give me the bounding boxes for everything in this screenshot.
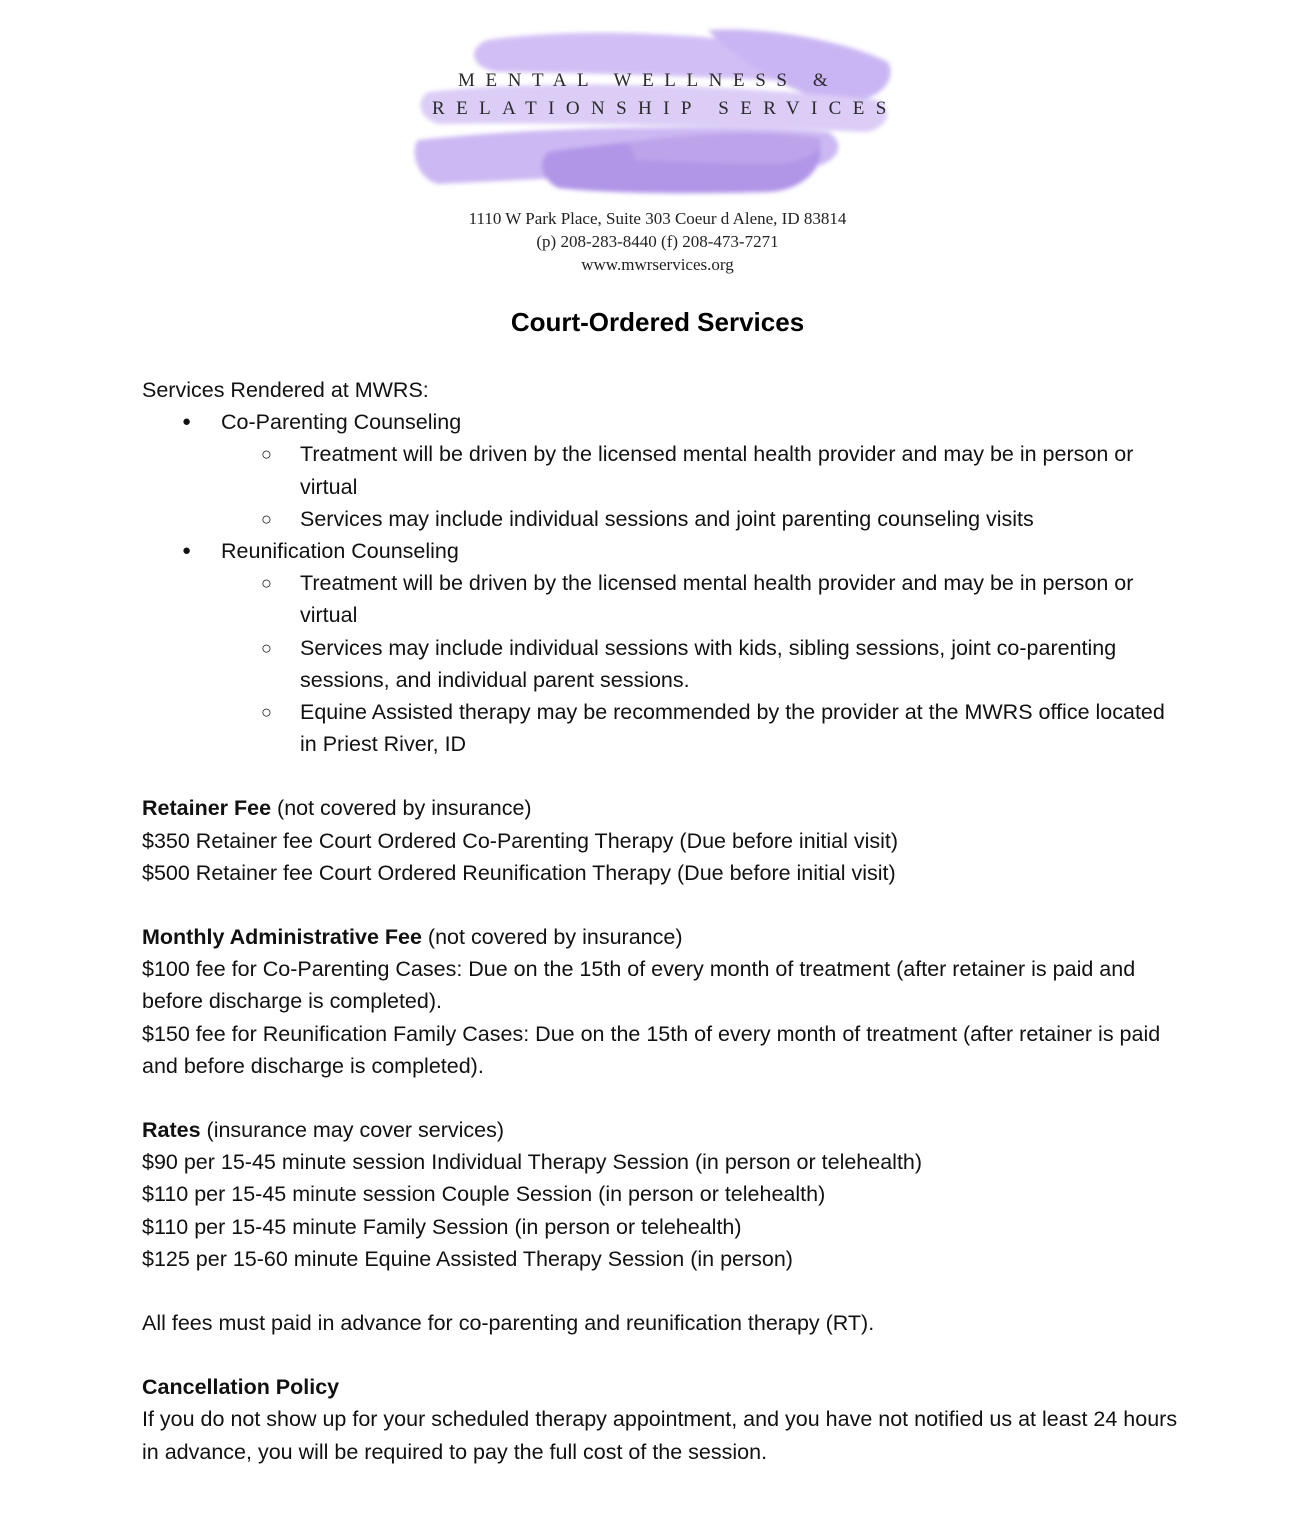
rates-heading: Rates (insurance may cover services): [142, 1118, 505, 1143]
address-line: 1110 W Park Place, Suite 303 Coeur d Alene, ID 83814: [468, 209, 847, 228]
service-subitem: ○ Services may include individual sessions and joint parenting counseling visits: [221, 503, 1182, 535]
rate-line: $110 per 15-45 minute session Couple Session (in person or telehealth): [142, 1182, 826, 1207]
rate-line: $125 per 15-60 minute Equine Assisted Therapy Session (in person): [142, 1246, 793, 1271]
service-subitem: ○ Treatment will be driven by the licensed mental health provider and may be in person or virtual: [221, 438, 1182, 502]
circle-bullet-icon: ○: [261, 444, 272, 465]
cancellation-heading: Cancellation Policy: [142, 1375, 340, 1400]
service-label: Reunification Counseling: [221, 539, 459, 564]
service-label: Co-Parenting Counseling: [221, 410, 462, 435]
service-subitem: ○ Services may include individual sessions with kids, sibling sessions, joint co-parenting sessions, and individual parent sessions.: [221, 632, 1182, 696]
document-body: [142, 374, 1182, 1468]
service-subitem: ○ Treatment will be driven by the licensed mental health provider and may be in person or virtual: [221, 567, 1182, 631]
logo: [408, 22, 908, 212]
circle-bullet-icon: ○: [261, 702, 272, 723]
service-item-co-parenting: [142, 406, 1182, 535]
page-title: Court-Ordered Services: [510, 307, 805, 337]
logo-text-line1: MENTAL WELLNESS &: [458, 70, 839, 91]
services-list: [142, 406, 1182, 760]
admin-fee-line: $150 fee for Reunification Family Cases: Due on the 15th of every month of treatment (after retainer is paid and before discharge is completed).: [142, 1021, 1161, 1078]
admin-fee-line: $100 fee for Co-Parenting Cases: Due on the 15th of every month of treatment (after retainer is paid and before discharge is completed).: [142, 957, 1136, 1014]
service-subitems: [221, 438, 1182, 535]
website-url[interactable]: www.mwrservices.org: [581, 255, 734, 274]
advance-payment-note: All fees must paid in advance for co-parenting and reunification therapy (RT).: [142, 1311, 875, 1336]
phone-fax-line: (p) 208-283-8440 (f) 208-473-7271: [536, 232, 779, 251]
bullet-icon: ●: [182, 542, 192, 560]
logo-text-line2: RELATIONSHIP SERVICES: [432, 98, 898, 119]
retainer-line: $350 Retainer fee Court Ordered Co-Parenting Therapy (Due before initial visit): [142, 828, 899, 853]
retainer-fee-heading: Retainer Fee (not covered by insurance): [142, 796, 532, 821]
circle-bullet-icon: ○: [261, 573, 272, 594]
cancellation-text: If you do not show up for your scheduled therapy appointment, and you have not notified us at least 24 hours in advance, you will be required to pay the full cost of the session.: [142, 1407, 1178, 1464]
services-intro: Services Rendered at MWRS:: [142, 378, 429, 402]
admin-fee-heading: Monthly Administrative Fee (not covered by insurance): [142, 925, 683, 950]
retainer-line: $500 Retainer fee Court Ordered Reunification Therapy (Due before initial visit): [142, 860, 896, 885]
service-item-reunification: [142, 535, 1182, 760]
service-subitem: ○ Equine Assisted therapy may be recommended by the provider at the MWRS office located in Priest River, ID: [221, 696, 1182, 760]
bullet-icon: ●: [182, 413, 192, 431]
circle-bullet-icon: ○: [261, 508, 272, 529]
rate-line: $110 per 15-45 minute Family Session (in person or telehealth): [142, 1214, 742, 1239]
circle-bullet-icon: ○: [261, 637, 272, 658]
rate-line: $90 per 15-45 minute session Individual Therapy Session (in person or telehealth): [142, 1150, 923, 1175]
service-subitems: [221, 567, 1182, 760]
